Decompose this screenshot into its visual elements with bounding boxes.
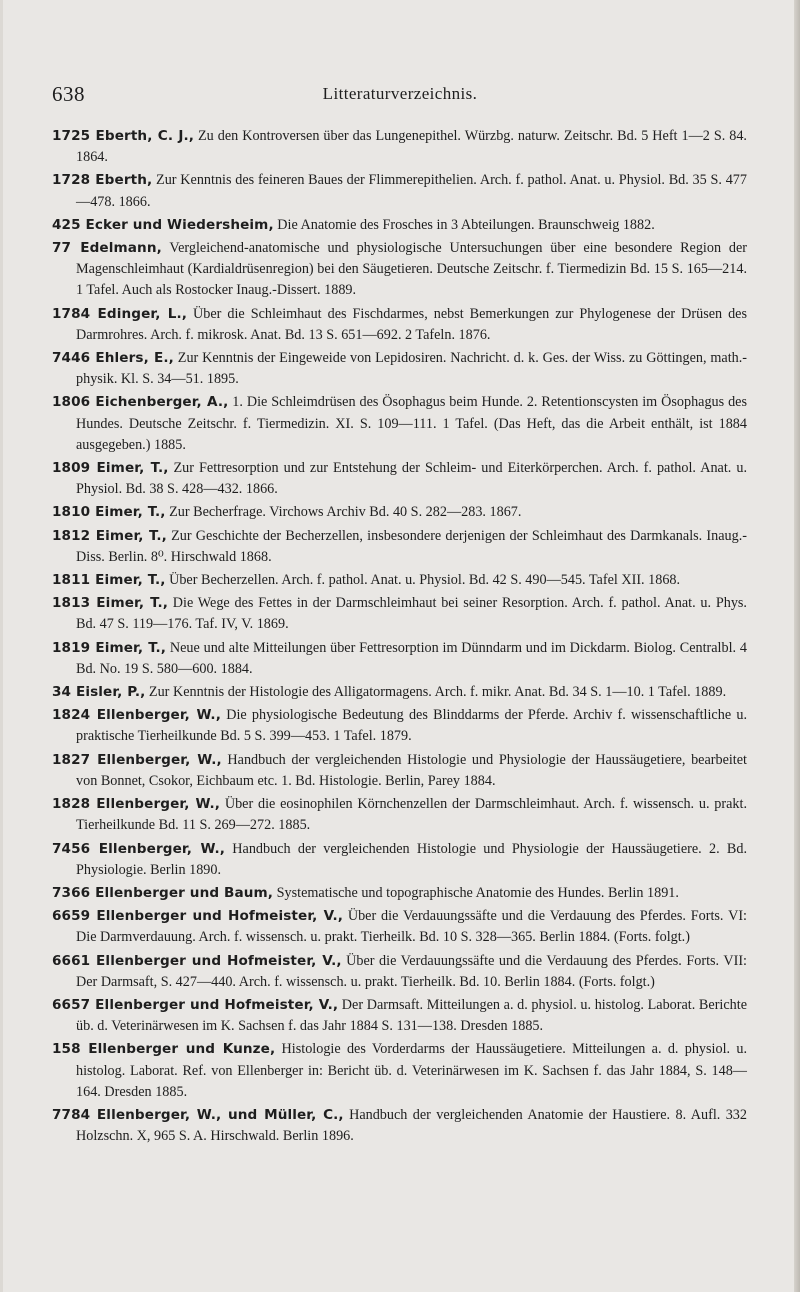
page-edge-right — [794, 0, 800, 1292]
bibliography-entry — [52, 238, 747, 302]
entry-author: 1828 Ellenberger, W., — [52, 796, 221, 813]
bibliography-entry — [52, 126, 747, 168]
entry-author: 6657 Ellenberger und Hofmeister, V., — [52, 996, 339, 1013]
running-title: Litteraturverzeichnis. — [322, 84, 478, 103]
entry-author: 1809 Eimer, T., — [52, 460, 169, 477]
entry-citation: Zur Fettresorption und zur Entstehung der Schleim- und Eiterkörperchen. Arch. f. pathol. Anat. u. Physiol. Bd. 38 S. 428—432. 1866. — [76, 460, 747, 498]
entry-citation: Zur Kenntnis des feineren Baues der Flimmerepithelien. Arch. f. pathol. Anat. u. Physiol. Bd. 35 S. 477—478. 1866. — [76, 172, 747, 210]
entry-author: 1827 Ellenberger, W., — [52, 751, 222, 768]
entry-citation: Über die Verdauungssäfte und die Verdauung des Pferdes. Forts. VI: Die Darmverdauung. Arch. f. wissensch. u. prakt. Tierheilk. Bd. 10 S. 328—365. Berlin 1884. (Forts. folgt.) — [76, 908, 747, 946]
entry-author: 1824 Ellenberger, W., — [52, 707, 221, 724]
page-header — [52, 82, 748, 110]
entry-citation: Vergleichend-anatomische und physiologische Untersuchungen über eine besondere Region der Magenschleimhaut (Kardialdrüsenregion) bei den Säugetieren. Deutsche Zeitschr. f. Tiermedizin Bd. 15 S. 165—214. 1 Tafel. Auch als Rostocker Inaug.-Dissert. 1889. — [76, 240, 747, 299]
bibliography-entry — [52, 883, 747, 904]
bibliography-entry — [52, 304, 747, 346]
entry-author: 7456 Ellenberger, W., — [52, 840, 226, 857]
entry-citation: Histologie des Vorderdarms der Haussäugetiere. Mitteilungen a. d. physiol. u. histolog. Laborat. Ref. von Ellenberger in: Bericht üb. d. Veterinärwesen im K. Sachsen f. das Jahr 1884, S. 148—164. Dresden 1885. — [76, 1041, 748, 1100]
bibliography-entry — [52, 995, 747, 1037]
entry-author: 1812 Eimer, T., — [52, 527, 167, 544]
bibliography-entry — [52, 638, 747, 680]
bibliography-entry — [52, 839, 747, 881]
bibliography-entry — [52, 502, 747, 523]
entry-author: 158 Ellenberger und Kunze, — [52, 1041, 276, 1058]
bibliography-entry — [52, 392, 747, 456]
entry-citation: Zur Becherfrage. Virchows Archiv Bd. 40 S. 282—283. 1867. — [165, 504, 522, 521]
entry-citation: Systematische und topographische Anatomie des Hundes. Berlin 1891. — [273, 884, 679, 901]
entry-author: 34 Eisler, P., — [52, 684, 146, 701]
bibliography-entry — [52, 570, 747, 591]
bibliography-entry — [52, 348, 747, 390]
entry-citation: 1. Die Schleimdrüsen des Ösophagus beim Hunde. 2. Retentionscysten im Ösophagus des Hundes. Deutsche Zeitschr. f. Tiermedizin. XI. S. 109—111. 1 Tafel. (Das Heft, das die Arbeit enthält, ist 1884 ausgegeben.) 1885. — [76, 394, 747, 453]
bibliography-entry — [52, 794, 747, 836]
entry-author: 7784 Ellenberger, W., und Müller, C., — [52, 1106, 344, 1123]
bibliography-entry — [52, 593, 747, 635]
entry-author: 6661 Ellenberger und Hofmeister, V., — [52, 952, 342, 969]
entry-author: 1813 Eimer, T., — [52, 595, 168, 612]
bibliography-list — [52, 126, 747, 1149]
entry-citation: Handbuch der vergleichenden Anatomie der Haustiere. 8. Aufl. 332 Holzschn. X, 965 S. A. Hirschwald. Berlin 1896. — [76, 1106, 747, 1145]
entry-citation: Über die eosinophilen Körnchenzellen der Darmschleimhaut. Arch. f. wissensch. u. prakt. Tierheilkunde Bd. 11 S. 269—272. 1885. — [76, 796, 747, 834]
bibliography-entry — [52, 170, 747, 212]
entry-citation: Zur Geschichte der Becherzellen, insbesondere derjenigen der Schleimhaut des Darmkanals. Inaug.-Diss. Berlin. 8⁰. Hirschwald 1868. — [76, 527, 747, 565]
entry-citation: Die Wege des Fettes in der Darmschleimhaut bei seiner Resorption. Arch. f. pathol. Anat. u. Phys. Bd. 47 S. 119—176. Taf. IV, V. 1869. — [76, 595, 747, 633]
entry-citation: Der Darmsaft. Mitteilungen a. d. physiol. u. histolog. Laborat. Berichte üb. d. Veterinärwesen im K. Sachsen f. das Jahr 1884 S. 131—138. Dresden 1885. — [76, 996, 747, 1035]
entry-citation: Zu den Kontroversen über das Lungenepithel. Würzbg. naturw. Zeitschr. Bd. 5 Heft 1—2 S. 84. 1864. — [76, 128, 747, 166]
page-number: 638 — [52, 82, 85, 106]
bibliography-entry — [52, 906, 747, 948]
bibliography-entry — [52, 705, 747, 747]
entry-author: 1728 Eberth, — [52, 172, 153, 189]
entry-author: 1784 Edinger, L., — [52, 305, 188, 322]
entry-citation: Zur Kenntnis der Histologie des Alligatormagens. Arch. f. mikr. Anat. Bd. 34 S. 1—10. 1 Tafel. 1889. — [145, 684, 727, 701]
bibliography-entry — [52, 458, 747, 500]
entry-author: 425 Ecker und Wiedersheim, — [52, 216, 274, 233]
bibliography-entry — [52, 682, 747, 703]
entry-citation: Zur Kenntnis der Eingeweide von Lepidosiren. Nachricht. d. k. Ges. der Wiss. zu Göttingen, math.-physik. Kl. S. 34—51. 1895. — [76, 350, 747, 388]
entry-author: 1819 Eimer, T., — [52, 639, 167, 656]
entry-author: 7366 Ellenberger und Baum, — [52, 884, 274, 901]
bibliography-entry — [52, 750, 747, 792]
entry-author: 1806 Eichenberger, A., — [52, 394, 229, 411]
bibliography-entry — [52, 1039, 747, 1103]
page-edge-left — [0, 0, 3, 1292]
entry-citation: Die Anatomie des Frosches in 3 Abteilungen. Braunschweig 1882. — [273, 216, 655, 233]
entry-citation: Über die Schleimhaut des Fischdarmes, nebst Bemerkungen zur Phylogenese der Drüsen des Darmrohres. Arch. f. mikrosk. Anat. Bd. 13 S. 651—692. 2 Tafeln. 1876. — [76, 305, 747, 343]
entry-citation: Neue und alte Mitteilungen über Fettresorption im Dünndarm und im Dickdarm. Biolog. Centralbl. 4 Bd. No. 19 S. 580—600. 1884. — [76, 639, 747, 677]
entry-author: 6659 Ellenberger und Hofmeister, V., — [52, 908, 343, 925]
entry-citation: Über die Verdauungssäfte und die Verdauung des Pferdes. Forts. VII: Der Darmsaft, S. 427—440. Arch. f. wissensch. u. prakt. Tierheilk. Bd. 10. Berlin 1884. (Forts. folgt.) — [76, 952, 747, 990]
bibliography-entry — [52, 951, 747, 993]
entry-author: 1725 Eberth, C. J., — [52, 128, 195, 144]
entry-citation: Die physiologische Bedeutung des Blinddarms der Pferde. Archiv f. wissenschaftliche u. praktische Tierheilkunde Bd. 5 S. 399—453. 1 Tafel. 1879. — [76, 707, 747, 745]
entry-author: 77 Edelmann, — [52, 240, 162, 257]
entry-author: 1811 Eimer, T., — [52, 572, 166, 589]
entry-author: 1810 Eimer, T., — [52, 504, 166, 521]
entry-citation: Handbuch der vergleichenden Histologie und Physiologie der Haussäugetiere, bearbeitet von Bonnet, Csokor, Eichbaum etc. 1. Bd. Histologie. Berlin, Parey 1884. — [76, 751, 747, 789]
bibliography-entry — [52, 215, 747, 236]
bibliography-entry — [52, 526, 747, 568]
entry-citation: Über Becherzellen. Arch. f. pathol. Anat. u. Physiol. Bd. 42 S. 490—545. Tafel XII. 1868. — [165, 572, 681, 589]
bibliography-entry — [52, 1105, 747, 1147]
entry-author: 7446 Ehlers, E., — [52, 350, 174, 367]
entry-citation: Handbuch der vergleichenden Histologie und Physiologie der Haussäugetiere. 2. Bd. Physiologie. Berlin 1890. — [76, 840, 747, 878]
